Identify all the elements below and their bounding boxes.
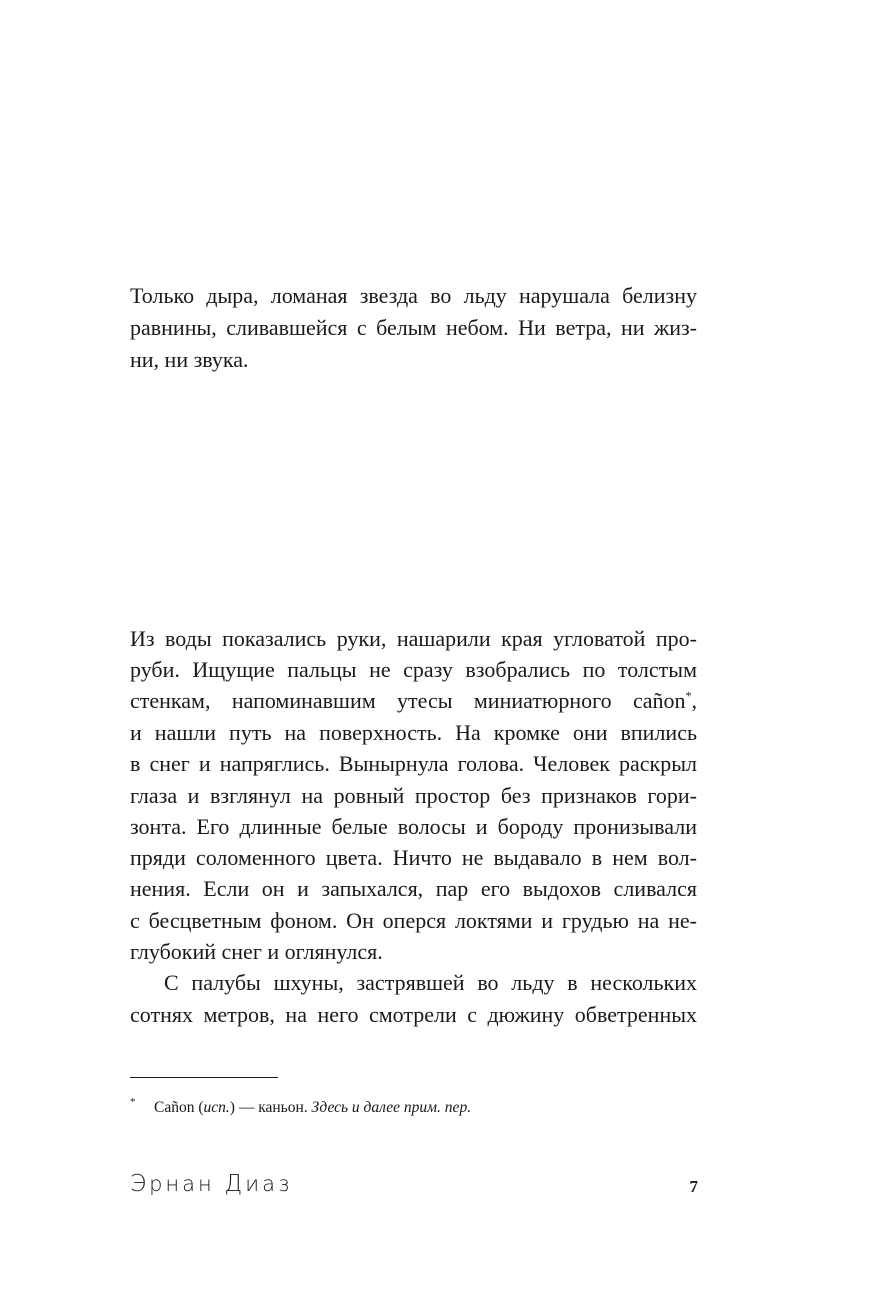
author-initial: Д	[224, 1171, 246, 1197]
page-number: 7	[689, 1177, 698, 1196]
footnote-term: Cañon	[154, 1099, 195, 1116]
text-line: в снег и напряглись. Вынырнула голова. Человек раскрыл	[130, 751, 697, 776]
author-part: иаз	[245, 1172, 293, 1196]
text-line: зонта. Его длинные белые волосы и бороду пронизывали	[130, 814, 697, 839]
author-part: рнан	[149, 1172, 225, 1196]
footnote-marker: *	[130, 1096, 136, 1108]
text-line-with-footnote	[130, 685, 697, 717]
text-line: глаза и взглянул на ровный простор без признаков гори-	[130, 783, 697, 808]
text-line: нения. Если он и запыхался, пар его выдохов сливался	[130, 876, 697, 901]
author-initial: Э	[130, 1171, 150, 1197]
text-line: с бесцветным фоном. Он оперся локтями и грудью на не-	[130, 908, 697, 933]
text-line-indented: С палубы шхуны, застрявшей во льду в нескольких	[164, 970, 697, 995]
footnote-rule	[130, 1077, 278, 1078]
text-line: равнины, сливавшейся с белым небом. Ни ветра, ни жиз-	[130, 315, 697, 340]
text-line: ни, ни звука.	[130, 347, 249, 372]
footnote-lang: исп.	[203, 1099, 230, 1116]
text-line-tail: ,	[691, 688, 697, 713]
running-footer-author	[130, 1170, 292, 1198]
footnote-reference[interactable]: *	[685, 688, 692, 703]
text-line: сотнях метров, на него смотрели с дюжину обветренных	[130, 1002, 697, 1027]
footnote-lang-close: ) — каньон.	[229, 1099, 312, 1116]
text-line: пряди соломенного цвета. Ничто не выдавало в нем вол-	[130, 845, 697, 870]
text-line: Только дыра, ломаная звезда во льду нарушала белизну	[130, 283, 697, 308]
footnote-note: Здесь и далее прим. пер.	[311, 1099, 472, 1116]
text-line: и нашли путь на поверхность. На кромке они впились	[130, 720, 697, 745]
footnote-lang-open: (	[194, 1099, 204, 1116]
text-line-body: стенкам, напоминавшим утесы миниатюрного cañon	[130, 688, 686, 713]
text-line: глубокий снег и оглянулся.	[130, 939, 383, 964]
footnote-text	[154, 1096, 471, 1120]
text-line: руби. Ищущие пальцы не сразу взобрались по толстым	[130, 657, 697, 682]
text-line: Из воды показались руки, нашарили края угловатой про-	[130, 626, 697, 651]
